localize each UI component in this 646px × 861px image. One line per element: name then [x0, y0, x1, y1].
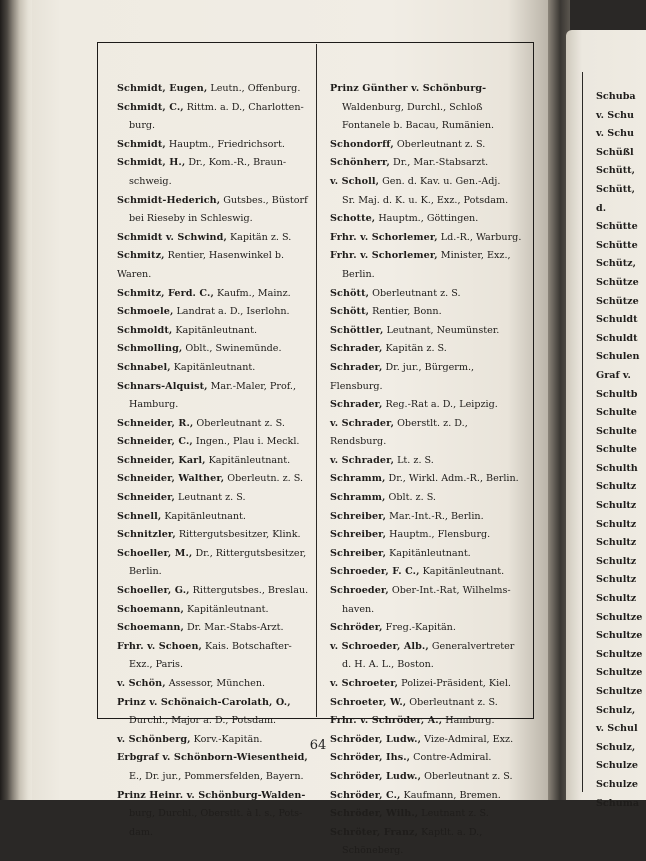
- entry-description: Oberstlt. z. D., Rendsburg.: [330, 417, 468, 448]
- directory-entry: [117, 675, 311, 694]
- entry-name: Schondorff,: [330, 138, 394, 150]
- entry-continuation: E., Dr. jur., Pommersfelden, Bayern.: [129, 770, 304, 782]
- entry-name: Schneider, R.,: [117, 417, 194, 429]
- entry-description: Kapitänleutnant.: [386, 547, 471, 559]
- entry-name: Prinz v. Schönaich-Carolath, O.,: [117, 696, 291, 708]
- entry-name: Schnell,: [117, 510, 162, 522]
- book-spine-edge: [0, 0, 32, 800]
- entry-description: Dr. jur., Bürgerm., Flensburg.: [330, 361, 475, 392]
- entry-description: Kaufmann, Bremen.: [400, 789, 501, 801]
- directory-entry: [117, 749, 311, 786]
- entry-name: Prinz Günther v. Schönburg-: [330, 83, 487, 94]
- entry-continuation: Fontanele b. Bacau, Rumänien.: [342, 120, 495, 132]
- entry-name: Schmidt, H.,: [117, 157, 186, 169]
- entry-name: v. Schönberg,: [117, 733, 191, 745]
- right-page-fragment: Schulen: [596, 351, 640, 363]
- directory-entry: [330, 80, 525, 136]
- directory-entry: [330, 396, 525, 415]
- right-page-fragment: Schütze: [596, 295, 639, 307]
- entry-description: Korv.-Kapitän.: [190, 733, 263, 745]
- entry-name: Schreiber,: [330, 547, 387, 559]
- entry-description: Kapitän z. S.: [382, 343, 447, 355]
- entry-name: Schröder,: [330, 622, 383, 634]
- entry-continuation: burg.: [129, 120, 156, 132]
- entry-description: Kapitänleutnant.: [172, 324, 257, 336]
- directory-entry: [330, 359, 525, 396]
- column-divider: [316, 44, 317, 717]
- directory-entry: [330, 136, 525, 155]
- directory-entry: [330, 731, 525, 750]
- right-page-fragment: Schultz: [596, 537, 637, 549]
- entry-description: Kais. Botschafter-: [201, 640, 292, 652]
- entry-name: Schotte,: [330, 213, 376, 225]
- right-page-fragment: Schütze: [596, 276, 639, 288]
- right-page-fragment: Schütte: [596, 221, 638, 233]
- entry-description: Oberleutn. z. S.: [224, 473, 304, 485]
- entry-name: Schoeller, M.,: [117, 547, 193, 559]
- entry-continuation: schweig.: [129, 175, 172, 187]
- entry-description: Leutn., Offenburg.: [207, 83, 301, 94]
- page-number: 64: [309, 738, 327, 753]
- entry-description: Dr., Rittergutsbesitzer,: [192, 547, 307, 559]
- entry-description: Gen. d. Kav. u. Gen.-Adj.: [379, 175, 501, 187]
- entry-name: Erbgraf v. Schönborn-Wiesentheid,: [117, 752, 308, 764]
- right-page-fragment: Schuma: [596, 797, 640, 809]
- entry-description: Assessor, München.: [165, 678, 266, 689]
- right-page-fragment: Schultz: [596, 518, 637, 530]
- entry-continuation: d. H. A. L., Boston.: [342, 659, 434, 671]
- right-page-fragment: Schütz,: [596, 258, 636, 270]
- entry-name: Schröder, Ihs.,: [330, 752, 411, 764]
- entry-continuation: Sr. Maj. d. K. u. K., Exz., Potsdam.: [342, 194, 509, 206]
- entry-description: Rittergutsbes., Breslau.: [189, 585, 309, 597]
- right-page-fragment: Schütte: [596, 239, 638, 251]
- entry-description: Rittm. a. D., Charlotten-: [183, 101, 304, 113]
- entry-continuation: dam.: [129, 826, 154, 838]
- entry-description: Kapitänleutnant.: [419, 566, 505, 578]
- directory-entry: [117, 359, 311, 378]
- right-page-fragment: Schulze: [596, 760, 638, 772]
- entry-description: Dr., Kom.-R., Braun-: [185, 157, 287, 169]
- entry-continuation: bei Rieseby in Schleswig.: [129, 213, 253, 225]
- entry-continuation: Schöneberg.: [342, 845, 404, 857]
- directory-entry: [117, 694, 311, 731]
- entry-name: v. Schroeter,: [330, 678, 399, 689]
- entry-name: Schroeder,: [330, 585, 389, 597]
- entry-description: Oberleutnant z. S.: [421, 770, 513, 782]
- entry-name: v. Scholl,: [330, 175, 380, 187]
- entry-name: Schmidt, C.,: [117, 101, 184, 113]
- entry-name: Schnars-Alquist,: [117, 380, 208, 392]
- right-page-text-fragments: [596, 88, 643, 813]
- directory-entry: [117, 508, 311, 527]
- entry-description: Kapitänleutnant.: [183, 603, 269, 615]
- directory-entry: [330, 582, 525, 619]
- right-page-fragment: v. Schu: [596, 109, 635, 121]
- directory-entry: [117, 229, 311, 248]
- entry-description: Oblt. z. S.: [385, 492, 436, 504]
- right-page-fragment: Schultze: [596, 648, 643, 660]
- right-page-fragment: Schütt,: [596, 183, 635, 195]
- directory-entry: [117, 601, 311, 620]
- directory-entry: [330, 712, 525, 731]
- entry-description: Dr., Wirkl. Adm.-R., Berlin.: [385, 473, 519, 485]
- right-page-fragment: Schultze: [596, 667, 643, 679]
- entry-description: Freg.-Kapitän.: [382, 622, 456, 634]
- entry-name: Schoemann,: [117, 603, 184, 615]
- right-page-fragment: Schulte: [596, 407, 637, 419]
- directory-entry: [117, 378, 311, 415]
- right-page-fragment: Schütt,: [596, 165, 635, 177]
- entry-description: Kapitänleutnant.: [170, 361, 256, 373]
- directory-entry: [330, 675, 525, 694]
- directory-entry: [330, 285, 525, 304]
- entry-name: Schöttler,: [330, 324, 384, 336]
- entry-description: Oberleutnant z. S.: [369, 287, 461, 299]
- right-page-fragment: Schulze: [596, 778, 638, 790]
- entry-name: Prinz Heinr. v. Schönburg-Walden-: [117, 789, 306, 801]
- entry-name: Schött,: [330, 306, 370, 318]
- right-page-fragment: Schultz: [596, 555, 637, 567]
- directory-entry: [330, 154, 525, 173]
- directory-entry: [117, 489, 311, 508]
- directory-entry: [330, 563, 525, 582]
- entry-description: Hauptm., Göttingen.: [375, 213, 479, 225]
- right-page-fragment: Schulth: [596, 462, 638, 474]
- directory-entry: [330, 768, 525, 787]
- right-page-fragment: Schultz: [596, 574, 637, 586]
- entry-name: v. Schroeder, Alb.,: [330, 640, 429, 652]
- entry-name: Schramm,: [330, 473, 386, 485]
- entry-description: Oberleutnant z. S.: [406, 696, 498, 708]
- right-page-fragment: Schultz: [596, 500, 637, 512]
- directory-entry: [330, 805, 525, 824]
- directory-entry: [330, 415, 525, 452]
- entry-description: Reg.-Rat a. D., Leipzig.: [382, 399, 498, 411]
- right-page-fragment: v. Schu: [596, 128, 635, 140]
- directory-entry: [117, 322, 311, 341]
- entry-name: Schneider, C.,: [117, 436, 193, 448]
- directory-entry: [330, 470, 525, 489]
- entry-continuation: Waldenburg, Durchl., Schloß: [342, 101, 483, 113]
- entry-description: Rentier, Bonn.: [369, 306, 442, 318]
- entry-name: Schneider,: [117, 492, 175, 504]
- entry-name: Schneider, Walther,: [117, 473, 225, 485]
- right-page-fragment: Schulz,: [596, 704, 636, 716]
- entry-name: Schmidt,: [117, 138, 166, 150]
- entry-description: Oberleutnant z. S.: [193, 417, 285, 429]
- right-page-fragment: Schultze: [596, 686, 643, 697]
- directory-entry: [330, 452, 525, 471]
- entry-name: Schmoele,: [117, 306, 174, 318]
- right-page-fragment: Schuba: [596, 91, 636, 102]
- entry-name: Schmidt-Hederich,: [117, 194, 221, 206]
- directory-entry: [330, 508, 525, 527]
- entry-description: Dr. Mar.-Stabs-Arzt.: [183, 622, 284, 634]
- directory-entry: [117, 303, 311, 322]
- right-page-fragment: Graf v.: [596, 369, 631, 381]
- directory-entry: [117, 192, 311, 229]
- entry-description: Ober-Int.-Rat, Wilhelms-: [388, 585, 511, 597]
- entry-continuation: Berlin.: [342, 268, 375, 280]
- directory-entry: [117, 582, 311, 601]
- directory-entry: [117, 154, 311, 191]
- entry-name: Schrader,: [330, 399, 383, 411]
- directory-entry: [330, 824, 525, 861]
- entry-description: Generalvertreter: [428, 640, 515, 652]
- directory-entry: [117, 340, 311, 359]
- right-page-fragment: Schulz,: [596, 741, 636, 753]
- right-page-fragment: Schultze: [596, 630, 643, 642]
- directory-entry: [330, 619, 525, 638]
- right-page-fragment: Schultb: [596, 388, 638, 400]
- directory-entry: [117, 638, 311, 675]
- entry-name: Schmoldt,: [117, 324, 173, 336]
- entry-description: Leutnant z. S.: [174, 492, 246, 504]
- entry-name: Schött,: [330, 287, 370, 299]
- entry-description: Gutsbes., Büstorf: [220, 194, 308, 206]
- entry-description: Polizei-Präsident, Kiel.: [398, 678, 511, 689]
- directory-entry: [117, 731, 311, 750]
- right-page-fragment: Schultz: [596, 481, 637, 493]
- entry-continuation: Hamburg.: [129, 399, 179, 411]
- entry-name: Schreiber,: [330, 510, 387, 522]
- entry-description: Dr., Mar.-Stabsarzt.: [389, 157, 489, 169]
- entry-description: Leutnant, Neumünster.: [383, 324, 500, 336]
- entry-description: Mar.-Int.-R., Berlin.: [386, 510, 484, 522]
- entry-description: Lt. z. S.: [394, 454, 434, 466]
- entry-description: Hauptm., Friedrichsort.: [165, 138, 285, 150]
- entry-description: Landrat a. D., Iserlohn.: [173, 306, 290, 318]
- right-page-fragment: Schulte: [596, 444, 637, 456]
- directory-entry: [117, 526, 311, 545]
- directory-entry: [117, 247, 311, 284]
- right-page-fragment: d.: [596, 202, 607, 214]
- entry-name: v. Schön,: [117, 678, 166, 689]
- entry-name: Schnabel,: [117, 361, 171, 373]
- entry-name: Schnitzler,: [117, 529, 176, 541]
- entry-continuation: Durchl., Major a. D., Potsdam.: [129, 715, 277, 727]
- entry-description: Ld.-R., Warburg.: [437, 231, 522, 243]
- entry-name: v. Schrader,: [330, 417, 395, 429]
- directory-entry: [330, 787, 525, 806]
- left-column: [117, 80, 311, 842]
- right-column: [330, 80, 525, 861]
- entry-name: Schmidt v. Schwind,: [117, 231, 227, 243]
- right-page-fragment: Schuldt: [596, 332, 638, 344]
- entry-continuation: Berlin.: [129, 566, 162, 578]
- right-page-fragment: v. Schul: [596, 723, 638, 735]
- entry-name: Schmitz, Ferd. C.,: [117, 287, 214, 299]
- entry-description: Hamburg.: [442, 715, 495, 727]
- entry-name: Schreiber,: [330, 529, 387, 541]
- entry-description: Kapitänleutnant.: [205, 454, 291, 466]
- directory-entry: [117, 285, 311, 304]
- right-page-fragment: Schultze: [596, 611, 643, 623]
- entry-description: Leutnant z. S.: [418, 808, 489, 820]
- entry-name: Schröder, Ludw.,: [330, 733, 422, 745]
- entry-description: Oblt., Swinemünde.: [182, 343, 282, 355]
- entry-name: Frhr. v. Schröder, A.,: [330, 715, 443, 727]
- directory-entry: [330, 749, 525, 768]
- directory-entry: [330, 303, 525, 322]
- entry-description: Contre-Admiral.: [410, 752, 492, 764]
- right-page-fragment: Schulte: [596, 425, 637, 437]
- directory-entry: [117, 136, 311, 155]
- entry-continuation: Exz., Paris.: [129, 659, 183, 671]
- entry-name: Frhr. v. Schoen,: [117, 640, 202, 652]
- entry-name: Schröder, Wilh.,: [330, 808, 419, 820]
- entry-description: Oberleutnant z. S.: [393, 138, 486, 150]
- entry-continuation: haven.: [342, 603, 375, 615]
- right-page-fragment: Schuldt: [596, 314, 638, 326]
- entry-name: Schrader,: [330, 343, 383, 355]
- entry-name: v. Schrader,: [330, 454, 395, 466]
- entry-description: Minister, Exz.,: [437, 250, 511, 262]
- directory-entry: [330, 322, 525, 341]
- entry-name: Frhr. v. Schorlemer,: [330, 250, 438, 262]
- right-page-fragment: Schüßl: [596, 146, 634, 158]
- directory-entry: [330, 694, 525, 713]
- directory-entry: [117, 99, 311, 136]
- entry-continuation: burg, Durchl., Oberstlt. à l. s., Pots-: [129, 808, 303, 820]
- entry-description: Rentier, Hasenwinkel b. Waren.: [117, 250, 285, 280]
- entry-name: Schroeder, F. C.,: [330, 566, 420, 578]
- entry-name: Schmitz,: [117, 250, 165, 262]
- entry-name: Schrader,: [330, 361, 383, 373]
- entry-description: Ingen., Plau i. Meckl.: [192, 436, 300, 448]
- entry-name: Schoeller, G.,: [117, 585, 190, 597]
- directory-entry: [117, 619, 311, 638]
- entry-name: Frhr. v. Schorlemer,: [330, 231, 438, 243]
- entry-name: Schmolling,: [117, 343, 183, 355]
- directory-entry: [330, 526, 525, 545]
- entry-name: Schröter, Franz,: [330, 826, 419, 838]
- entry-description: Kaptlt. a. D.,: [418, 826, 483, 838]
- entry-description: Vize-Admiral, Exz.: [421, 733, 514, 745]
- directory-entry: [330, 340, 525, 359]
- directory-entry: [330, 229, 525, 248]
- directory-entry: [330, 247, 525, 284]
- entry-description: Hauptm., Flensburg.: [386, 529, 491, 541]
- entry-name: Schmidt, Eugen,: [117, 83, 208, 94]
- entry-description: Kapitänleutnant.: [161, 510, 246, 522]
- directory-entry: [117, 787, 311, 843]
- entry-name: Schroeter, W.,: [330, 696, 407, 708]
- entry-name: Schneider, Karl,: [117, 454, 206, 466]
- directory-entry: [117, 545, 311, 582]
- directory-entry: [117, 470, 311, 489]
- entry-description: Kapitän z. S.: [226, 231, 292, 243]
- directory-entry: [330, 489, 525, 508]
- entry-name: Schramm,: [330, 492, 386, 504]
- entry-name: Schoemann,: [117, 622, 184, 634]
- directory-entry: [330, 173, 525, 210]
- entry-description: Kaufm., Mainz.: [213, 287, 291, 299]
- directory-entry: [330, 545, 525, 564]
- entry-description: Mar.-Maler, Prof.,: [207, 380, 297, 392]
- directory-entry: [117, 415, 311, 434]
- entry-description: Rittergutsbesitzer, Klink.: [175, 529, 301, 541]
- directory-entry: [330, 210, 525, 229]
- directory-entry: [117, 452, 311, 471]
- right-page-fragment: Schultz: [596, 593, 637, 605]
- entry-name: Schönherr,: [330, 157, 390, 169]
- entry-name: Schröder, Ludw.,: [330, 770, 422, 782]
- directory-entry: [117, 433, 311, 452]
- entry-name: Schröder, C.,: [330, 789, 401, 801]
- right-page-frame-line: [582, 72, 583, 792]
- directory-entry: [117, 80, 311, 99]
- directory-entry: [330, 638, 525, 675]
